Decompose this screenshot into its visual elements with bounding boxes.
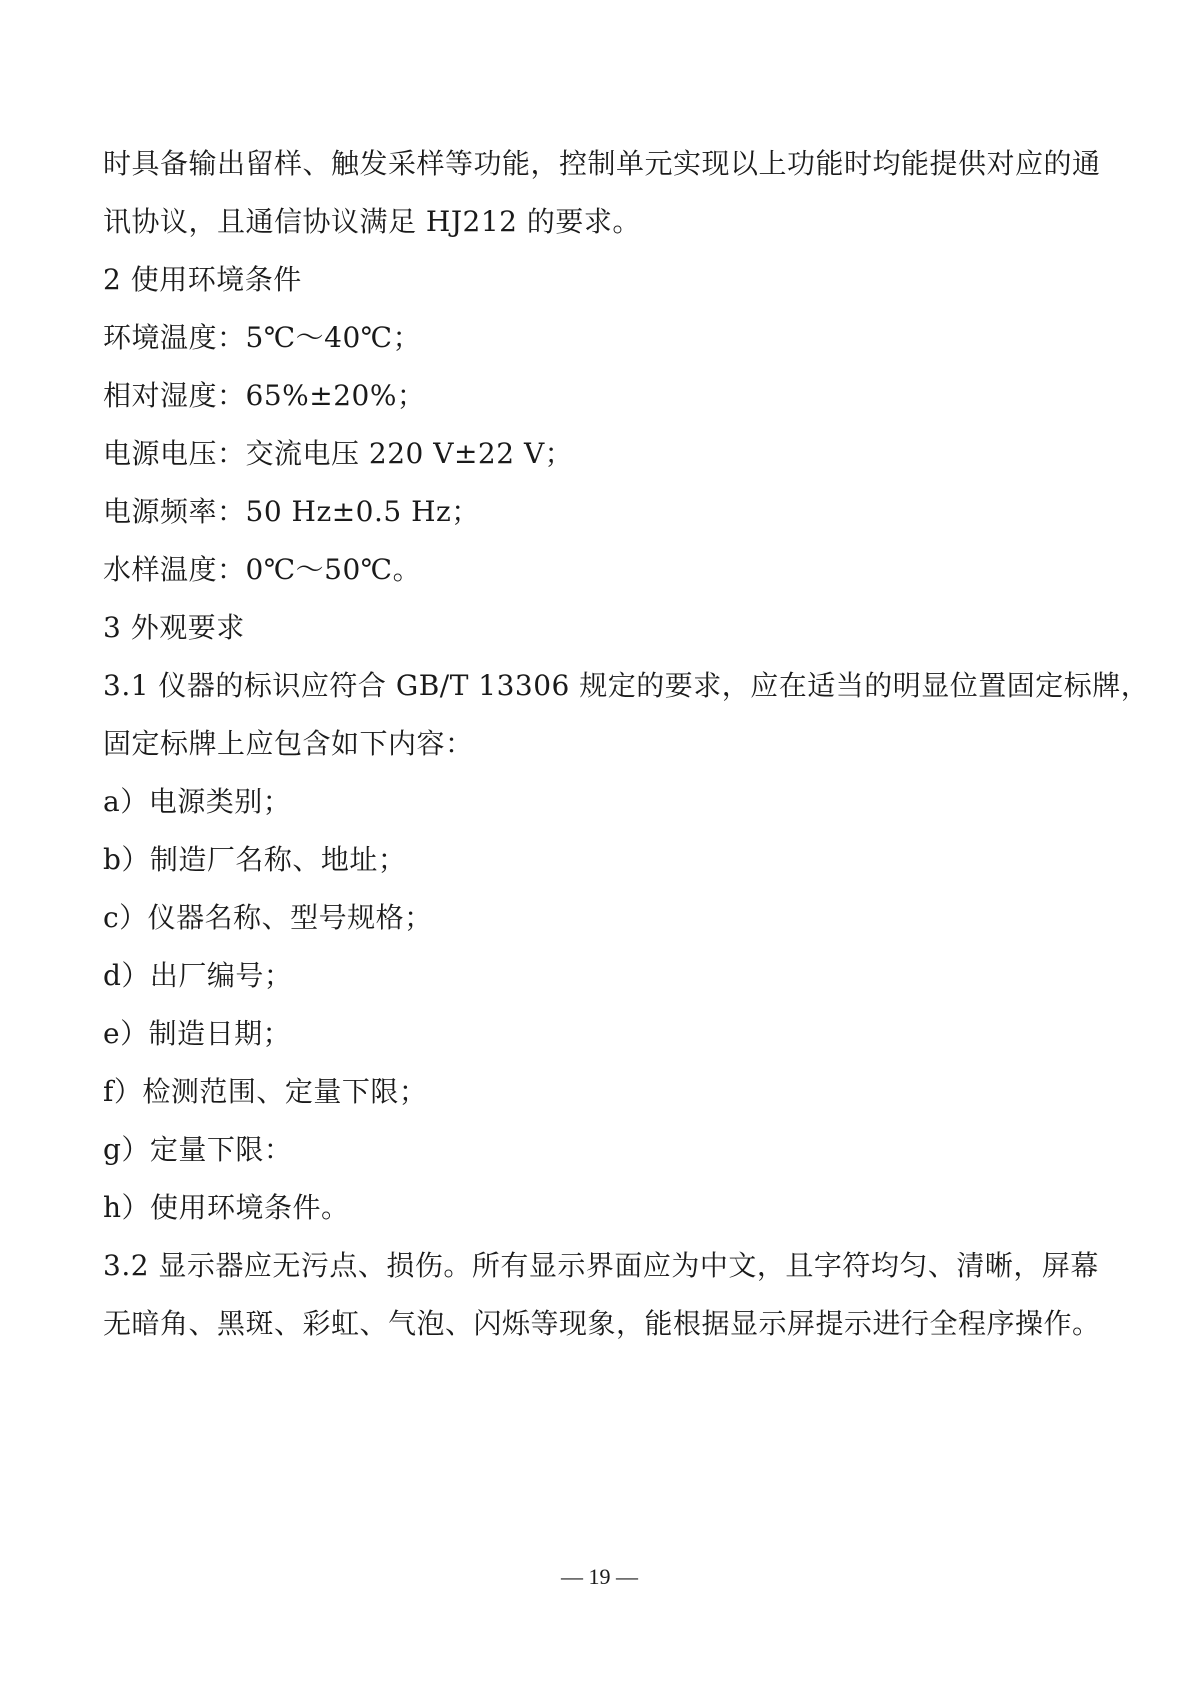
list-item-h: h）使用环境条件。 bbox=[103, 1191, 350, 1224]
page-number: — 19 — bbox=[561, 1564, 638, 1589]
condition-supply-frequency: 电源频率：50 Hz±0.5 Hz； bbox=[103, 495, 480, 528]
condition-ambient-temperature: 环境温度：5℃～40℃； bbox=[103, 321, 422, 354]
list-item-a: a）电源类别； bbox=[103, 785, 292, 818]
clause-3-2-line-2: 无暗角、黑斑、彩虹、气泡、闪烁等现象，能根据显示屏提示进行全程序操作。 bbox=[103, 1307, 1101, 1340]
section-heading-3: 3 外观要求 bbox=[103, 611, 245, 644]
condition-relative-humidity: 相对湿度：65%±20%； bbox=[103, 379, 426, 412]
list-item-d: d）出厂编号； bbox=[103, 959, 293, 992]
list-item-c: c）仪器名称、型号规格； bbox=[103, 901, 433, 934]
section-heading-2: 2 使用环境条件 bbox=[103, 263, 302, 296]
list-item-f: f）检测范围、定量下限； bbox=[103, 1075, 428, 1108]
clause-3-1-line-2: 固定标牌上应包含如下内容： bbox=[103, 727, 474, 760]
condition-sample-temperature: 水样温度：0℃～50℃。 bbox=[103, 553, 422, 586]
paragraph-line-continuation-1: 时具备输出留样、触发采样等功能，控制单元实现以上功能时均能提供对应的通 bbox=[103, 147, 1101, 180]
clause-3-1-line-1: 3.1 仪器的标识应符合 GB/T 13306 规定的要求，应在适当的明显位置固定标牌， bbox=[103, 669, 1150, 702]
list-item-g: g）定量下限： bbox=[103, 1133, 293, 1166]
list-item-e: e）制造日期； bbox=[103, 1017, 292, 1050]
condition-supply-voltage: 电源电压：交流电压 220 V±22 V； bbox=[103, 437, 574, 470]
list-item-b: b）制造厂名称、地址； bbox=[103, 843, 407, 876]
paragraph-line-continuation-2: 讯协议，且通信协议满足 HJ212 的要求。 bbox=[103, 205, 641, 238]
clause-3-2-line-1: 3.2 显示器应无污点、损伤。所有显示界面应为中文，且字符均匀、清晰，屏幕 bbox=[103, 1249, 1099, 1282]
